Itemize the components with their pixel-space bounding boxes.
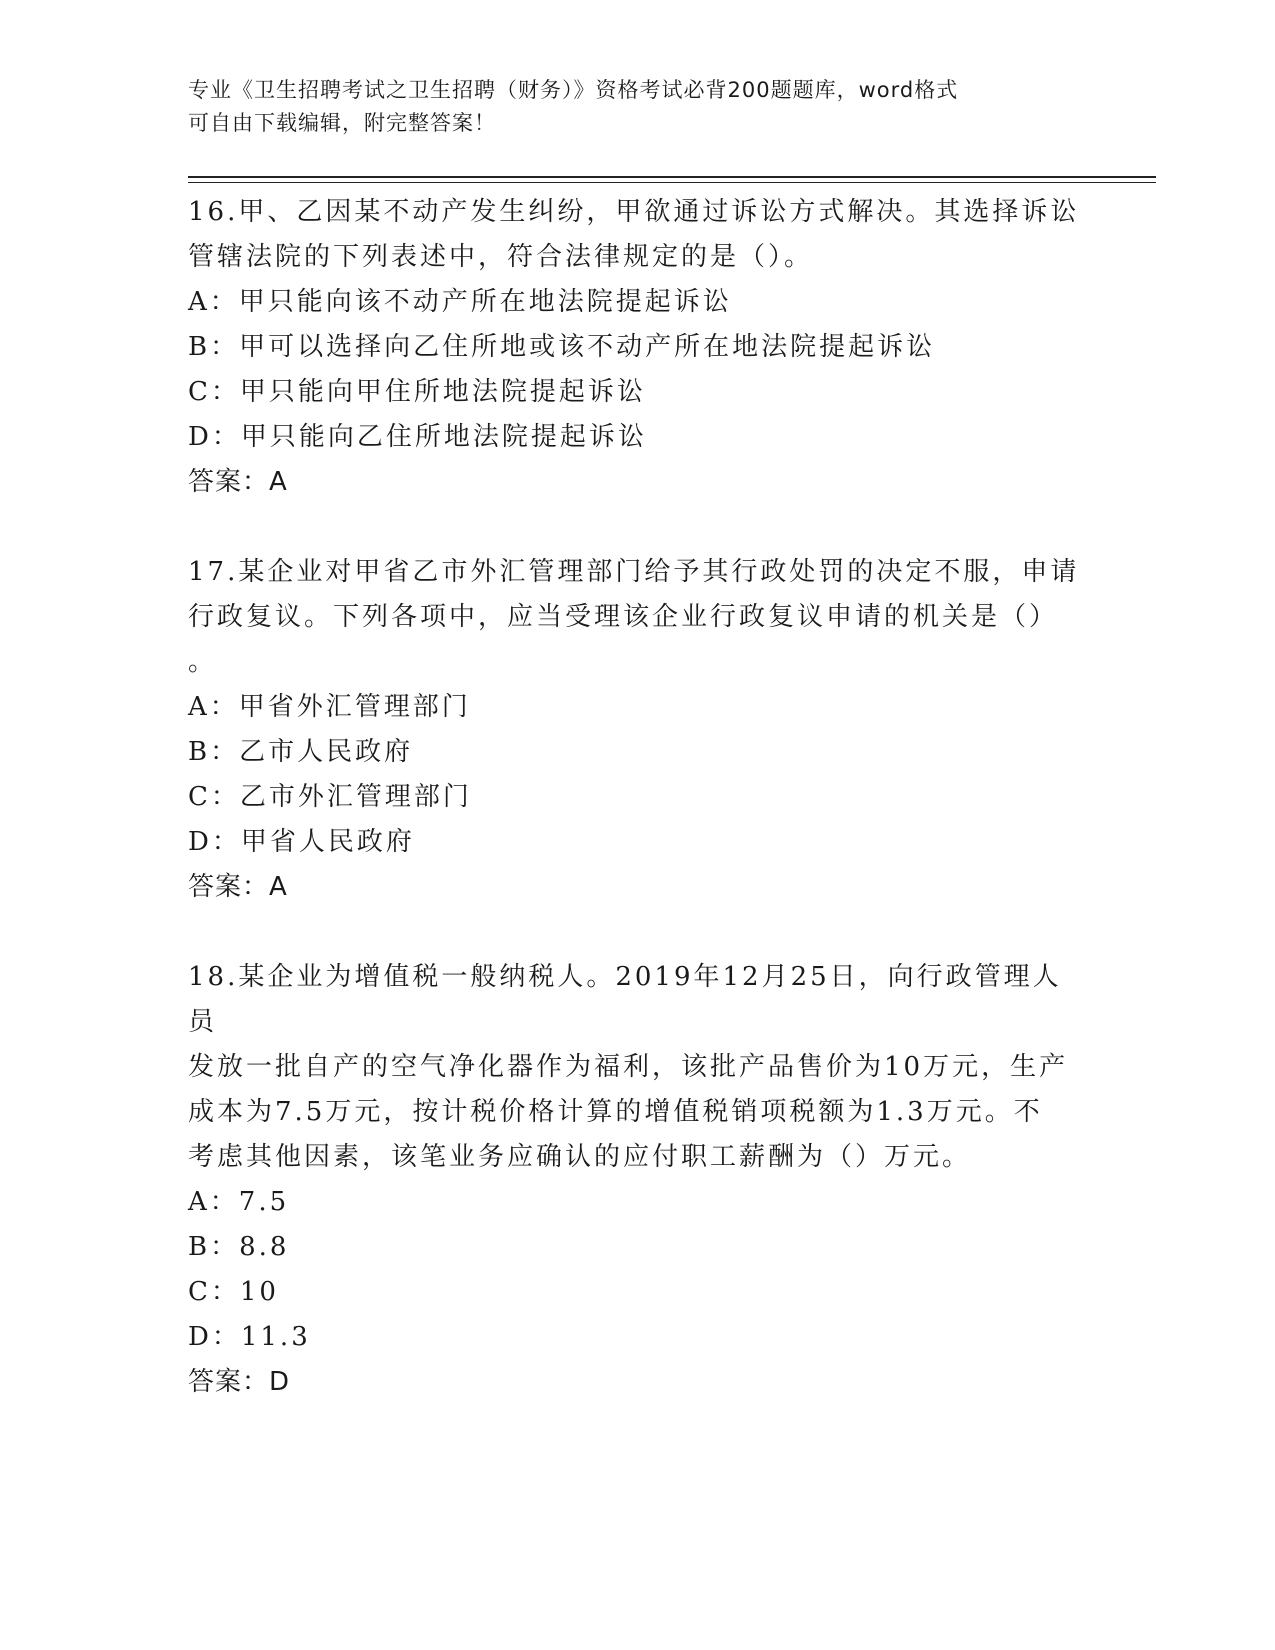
option-a: A：7.5 [188, 1187, 290, 1217]
question-spacer [188, 505, 1088, 550]
question-stem-line: 行政复议。下列各项中，应当受理该企业行政复议申请的机关是（） [188, 602, 1059, 632]
option-c: C：10 [188, 1277, 279, 1307]
header-line-1: 专业《卫生招聘考试之卫生招聘（财务）》资格考试必背200题题库，word格式 [188, 78, 959, 102]
question-17 [188, 550, 1088, 910]
question-stem-line: 发放一批自产的空气净化器作为福利，该批产品售价为10万元，生产 [188, 1052, 1069, 1082]
option-b: B：甲可以选择向乙住所地或该不动产所在地法院提起诉讼 [188, 332, 936, 362]
question-stem-line: 。 [188, 647, 218, 677]
option-a: A：甲省外汇管理部门 [188, 692, 471, 722]
answer: 答案：D [188, 1367, 291, 1397]
option-b: B：乙市人民政府 [188, 737, 414, 767]
question-stem-line: 18.某企业为增值税一般纳税人。2019年12月25日，向行政管理人员 [188, 962, 1062, 1037]
question-spacer [188, 910, 1088, 955]
question-stem-line: 17.某企业对甲省乙市外汇管理部门给予其行政处罚的决定不服，申请 [188, 557, 1080, 587]
question-stem-line: 16.甲、乙因某不动产发生纠纷，甲欲通过诉讼方式解决。其选择诉讼 [188, 197, 1080, 227]
question-stem-line: 考虑其他因素，该笔业务应确认的应付职工薪酬为（）万元。 [188, 1142, 972, 1172]
option-d: D：甲省人民政府 [188, 827, 415, 857]
option-b: B：8.8 [188, 1232, 290, 1262]
option-d: D：11.3 [188, 1322, 311, 1352]
option-a: A：甲只能向该不动产所在地法院提起诉讼 [188, 287, 732, 317]
question-stem-line: 成本为7.5万元，按计税价格计算的增值税销项税额为1.3万元。不 [188, 1097, 1043, 1127]
header-divider-thick [188, 176, 1156, 178]
document-header [188, 74, 1068, 140]
question-18 [188, 955, 1088, 1405]
header-line-2: 可自由下载编辑，附完整答案！ [188, 111, 496, 135]
option-d: D：甲只能向乙住所地法院提起诉讼 [188, 422, 647, 452]
option-c: C：乙市外汇管理部门 [188, 782, 472, 812]
answer: 答案：A [188, 467, 288, 497]
header-divider-thin [188, 182, 1156, 183]
option-c: C：甲只能向甲住所地法院提起诉讼 [188, 377, 646, 407]
question-16 [188, 190, 1088, 505]
answer: 答案：A [188, 872, 288, 902]
question-stem-line: 管辖法院的下列表述中，符合法律规定的是（）。 [188, 242, 814, 272]
question-list [188, 190, 1088, 1405]
